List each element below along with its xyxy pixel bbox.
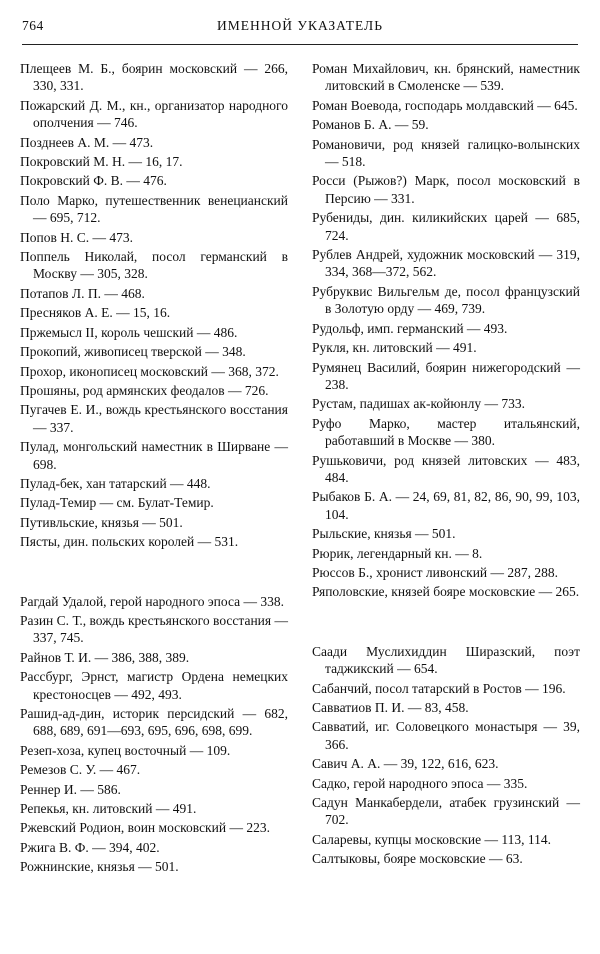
- index-entry: Плещеев М. Б., боярин московский — 266, 330, 331.: [20, 61, 288, 94]
- index-entry: Сабанчий, посол татарский в Ростов — 196.: [312, 680, 566, 696]
- index-entry: Путивльские, князья — 501.: [20, 514, 183, 530]
- index-entry: Рустам, падишах ак-койюнлу — 733.: [312, 396, 525, 412]
- index-entry: Рюссов Б., хронист ливонский — 287, 288.: [312, 564, 559, 580]
- section-gap: [312, 603, 580, 643]
- index-entry: Ряполовские, князей бояре московские — 265.: [312, 584, 580, 600]
- index-entry: Саади Муслихиддин Ширазский, поэт таджикский — 654.: [312, 643, 580, 677]
- index-group-p-left: [20, 60, 288, 551]
- index-entry: Прокопий, живописец тверской — 348.: [20, 344, 246, 360]
- index-entry: Позднеев А. М. — 473.: [20, 134, 154, 150]
- right-column: [312, 60, 580, 870]
- index-entry: Пугачев Е. И., вождь крестьянского восстания — 337.: [20, 402, 288, 435]
- index-entry: Рюрик, легендарный кн. — 8.: [312, 545, 483, 561]
- index-entry: Садко, герой народного эпоса — 335.: [312, 775, 528, 791]
- index-entry: Реннер И. — 586.: [20, 781, 121, 797]
- index-entry: Рублев Андрей, художник московский — 319, 334, 368—372, 562.: [312, 247, 580, 280]
- index-group-r-left: [20, 593, 288, 876]
- index-entry: Разин С. Т., вождь крестьянского восстания — 337, 745.: [20, 612, 288, 646]
- index-entry: Рудольф, имп. германский — 493.: [312, 320, 508, 336]
- index-entry: Роман Михайлович, кн. брянский, наместник литовский в Смоленске — 539.: [312, 61, 580, 94]
- index-entry: Росси (Рыжов?) Марк, посол московский в Персию — 331.: [312, 173, 580, 206]
- index-entry: Рубруквис Вильгельм де, посол французский в Золотую орду — 469, 739.: [312, 283, 580, 317]
- index-entry: Прошяны, род армянских феодалов — 726.: [20, 382, 269, 398]
- index-entry: Пулад-Темир — см. Булат-Темир.: [20, 495, 214, 511]
- index-group-r-right: [312, 60, 580, 601]
- running-title: ИМЕННОЙ УКАЗАТЕЛЬ: [217, 18, 383, 33]
- index-entry: Пржемысл II, король чешский — 486.: [20, 324, 238, 340]
- index-entry: Романов Б. А. — 59.: [312, 117, 429, 133]
- index-entry: Пулад, монгольский наместник в Ширване — 698.: [20, 439, 288, 472]
- index-entry: Ржевский Родион, воин московский — 223.: [20, 820, 270, 836]
- index-entry: Ремезов С. У. — 467.: [20, 762, 141, 778]
- index-entry: Потапов Л. П. — 468.: [20, 285, 145, 301]
- index-entry: Поппель Николай, посол германский в Москву — 305, 328.: [20, 249, 288, 282]
- page-number: 764: [22, 18, 44, 33]
- index-entry: Ржига В. Ф. — 394, 402.: [20, 839, 160, 855]
- index-entry: Рыбаков Б. А. — 24, 69, 81, 82, 86, 90, 99, 103, 104.: [312, 489, 580, 522]
- index-entry: Савватий, иг. Соловецкого монастыря — 39, 366.: [312, 719, 580, 752]
- index-entry: Румянец Василий, боярин нижегородский — 238.: [312, 359, 580, 392]
- index-entry: Рубениды, дин. киликийских царей — 685, 724.: [312, 210, 580, 243]
- index-entry: Резеп-хоза, купец восточный — 109.: [20, 742, 231, 758]
- index-entry: Покровский Ф. В. — 476.: [20, 173, 167, 189]
- index-entry: Рыльские, князья — 501.: [312, 526, 456, 542]
- page-header: [22, 18, 578, 40]
- index-entry: Пясты, дин. польских королей — 531.: [20, 534, 239, 550]
- index-group-s-right: [312, 643, 580, 868]
- index-entry: Садун Манкабердели, атабек грузинский — 702.: [312, 795, 580, 828]
- index-entry: Романовичи, род князей галицко-волынских — 518.: [312, 136, 580, 170]
- section-gap: [20, 553, 288, 593]
- index-entry: Рашид-ад-дин, историк персидский — 682, 688, 689, 691—693, 695, 696, 698, 699.: [20, 706, 288, 739]
- left-column: [20, 60, 288, 878]
- index-entry: Райнов Т. И. — 386, 388, 389.: [20, 649, 190, 665]
- header-rule: [22, 44, 578, 45]
- index-entry: Рукля, кн. литовский — 491.: [312, 340, 477, 356]
- index-entry: Салтыковы, бояре московские — 63.: [312, 851, 523, 867]
- index-entry: Рассбург, Эрнст, магистр Ордена немецких крестоносцев — 492, 493.: [20, 669, 288, 702]
- index-entry: Пулад-бек, хан татарский — 448.: [20, 475, 211, 491]
- index-entry: Попов Н. С. — 473.: [20, 229, 133, 245]
- index-entry: Савватиов П. И. — 83, 458.: [312, 700, 469, 715]
- index-entry: Рагдай Удалой, герой народного эпоса — 338.: [20, 593, 285, 609]
- index-entry: Савич А. А. — 39, 122, 616, 623.: [312, 756, 499, 772]
- index-entry: Пресняков А. Е. — 15, 16.: [20, 305, 171, 321]
- index-entry: Роман Воевода, господарь молдавский — 645.: [312, 97, 578, 113]
- index-entry: Репекья, кн. литовский — 491.: [20, 801, 197, 817]
- index-entry: Покровский М. Н. — 16, 17.: [20, 154, 183, 170]
- index-entry: Руфо Марко, мастер итальянский, работавший в Москве — 380.: [312, 415, 580, 449]
- index-entry: Поло Марко, путешественник венецианский — 695, 712.: [20, 192, 288, 226]
- index-entry: Рушьковичи, род князей литовских — 483, 484.: [312, 452, 580, 485]
- index-entry: Саларевы, купцы московские — 113, 114.: [312, 831, 551, 847]
- index-entry: Прохор, иконописец московский — 368, 372.: [20, 363, 279, 379]
- index-entry: Рожнинские, князья — 501.: [20, 859, 179, 875]
- index-entry: Пожарский Д. М., кн., организатор народного ополчения — 746.: [20, 97, 288, 131]
